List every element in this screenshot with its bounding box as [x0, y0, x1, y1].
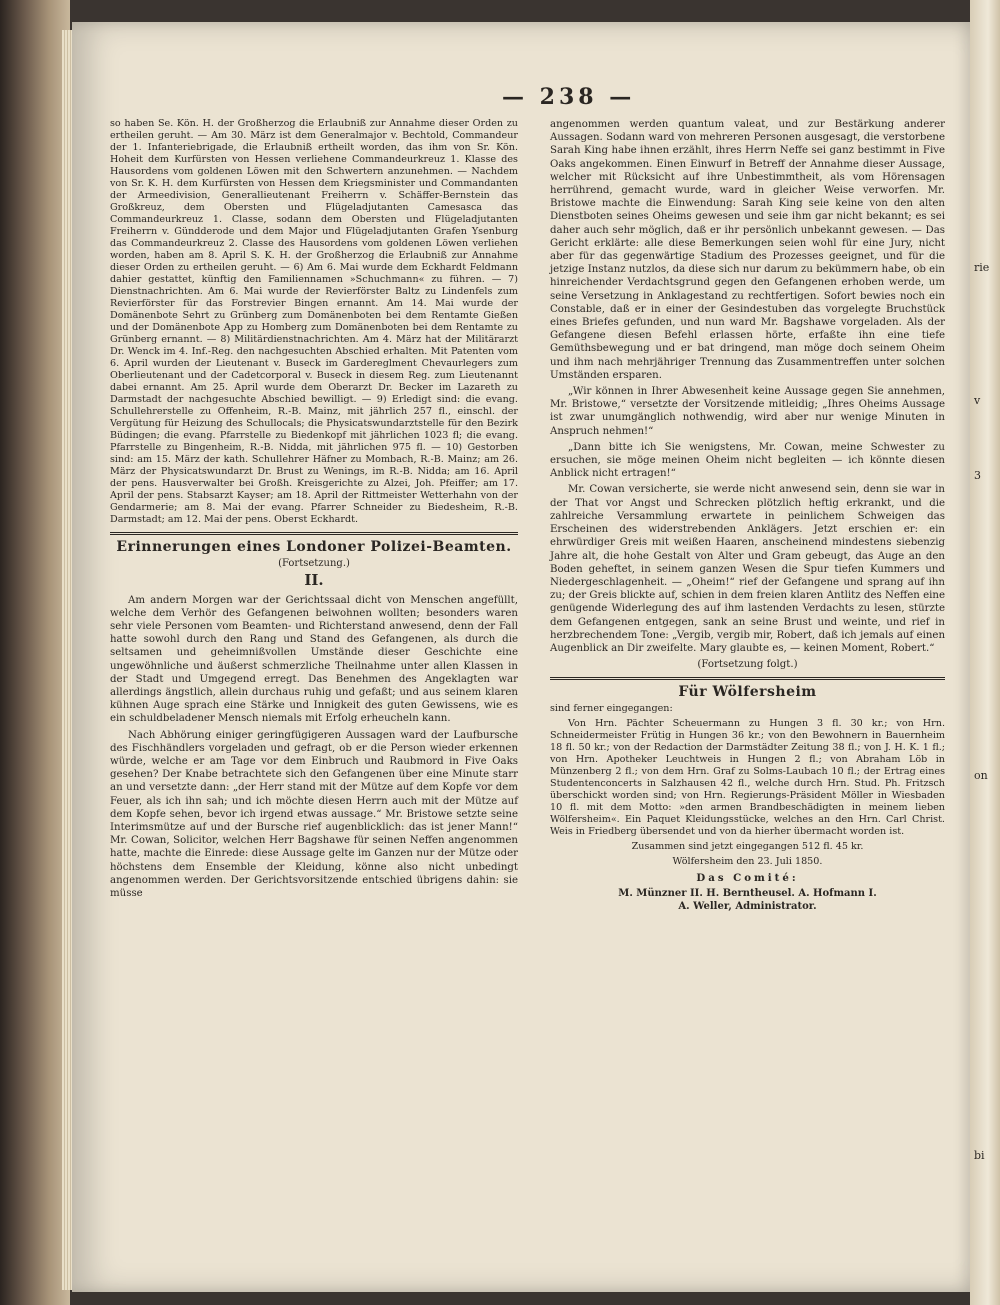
right-column: [550, 118, 945, 913]
comite-names-1: M. Münzner II. H. Berntheusel. A. Hofmann I.: [618, 887, 877, 899]
adjacent-page-edge: [970, 0, 1000, 1305]
appeal-date: Wölfersheim den 23. Juli 1850.: [672, 855, 823, 867]
story-paragraph-5: „Dann bitte ich Sie wenigstens, Mr. Cowan, meine Schwester zu ersuchen, sie möge meinen Oheim nicht begleiten — ich könnte diesen Anblick nicht ertragen!“: [550, 441, 945, 480]
adjacent-text: rie: [974, 261, 990, 274]
story-paragraph-2: Nach Abhörung einiger geringfügigeren Aussagen ward der Laufbursche des Fischhändlers vorgeladen und gefragt, ob er die Person wieder erkennen würde, welche er am Tage vor dem Einbruch und Raubmord in Five Oaks gesehen? Der Knabe betrachtete sich den Gefangenen über eine Minute starr an und versetzte dann: „der Herr stand mit der Mütze auf dem Kopfe vor dem Feuer, als ich ihn sah; und ich möchte diesen Herrn auch mit der Mütze auf dem Kopfe sehen, bevor ich irgend etwas aussage.“ Mr. Bristowe setzte seine Interimsmütze auf und der Bursche rief augenblicklich: das ist jener Mann!“ Mr. Cowan, Solicitor, welchen Herr Bagshawe für seinen Neffen angenommen hatte, machte die Einrede: diese Aussage gelte im Ganzen nur der Mütze oder höchstens dem Ensemble der Kleidung, könne also nicht unbedingt angenommen werden. Der Gerichtsvorsitzende entschied übrigens dahin: sie müsse: [110, 729, 518, 900]
story-paragraph-6: Mr. Cowan versicherte, sie werde nicht anwesend sein, denn sie war in der That vor Angst und Schrecken plötzlich heftig erkrankt, und die zahlreiche Versammlung erwartete in peinlichem Schweigen das Erscheinen des widerstrebenden Anklägers. Jetzt erschien er: ein ehrwürdiger Greis mit weißen Haaren, anscheinend mindestens siebenzig Jahre alt, die hohe Gestalt von Alter und Gram gebeugt, das Auge an den Boden geheftet, in seinem ganzen Wesen die Spur tiefen Kummers und Niedergeschlagenheit. — „Oheim!“ rief der Gefangene und sprang auf ihn zu; der Greis blickte auf, schien in dem freien klaren Antlitz des Neffen eine genügende Widerlegung des auf ihm lastenden Verdachts zu lesen, stürzte dem Gefangenen entgegen, sank an seine Brust und weinte, und rief in herzbrechendem Tone: „Vergib, vergib mir, Robert, daß ich jemals auf einen Augenblick an Dir zweifelte. Mary glaubte es, — keinen Moment, Robert.“: [550, 484, 945, 654]
adjacent-text: v: [974, 394, 981, 407]
story-title: Erinnerungen eines Londoner Polizei-Beamten.: [116, 539, 512, 555]
page-number: — 238 —: [502, 84, 636, 110]
chapter-number: II.: [304, 571, 324, 590]
continuation-note: (Fortsetzung.): [278, 558, 350, 570]
appeal-body: Von Hrn. Pächter Scheuermann zu Hungen 3 fl. 30 kr.; von Hrn. Schneidermeister Frütig in Hungen 36 kr.; von den Bewohnern in Bauernheim 18 fl. 50 kr.; von der Redaction der Darmstädter Zeitung 38 fl.; von J. H. K. 1 fl.; von Hrn. Apotheker Leuchtweis in Hungen 2 fl.; von Abraham Löb in Münzenberg 2 fl.; von dem Hrn. Graf zu Solms-Laubach 10 fl.; der Ertrag eines Studentenconcerts in Salzhausen 42 fl., welche durch Hrn. Stud. Ph. Fritzsch überschickt worden sind; von Hrn. Regierungs-Präsident Möller in Wiesbaden 10 fl. mit dem Motto: »den armen Brandbeschädigten in meinem lieben Wölfersheim«. Ein Paquet Kleidungsstücke, welches an den Hrn. Carl Christ. Weis in Friedberg übersendet und von da hierher übermacht worden ist.: [550, 717, 945, 837]
adjacent-text: on: [974, 769, 988, 782]
appeal-intro: sind ferner eingegangen:: [550, 702, 673, 714]
story-paragraph-1: Am andern Morgen war der Gerichtssaal dicht von Menschen angefüllt, welche dem Verhör des Gefangenen beiwohnen wollten; besonders waren sehr viele Personen vom Beamten- und Richterstand anwesend, denn der Fall hatte sowohl durch den Rang und Stand des Gefangenen, als durch die seltsamen und geheimnißvollen Umstände dieser Geschichte eine ungewöhnliche und äußerst schmerzliche Theilnahme unter allen Klassen in der Stadt und Umgegend erregt. Das Benehmen des Angeklagten war allerdings ängstlich, allein durchaus ruhig und gefaßt; und aus seinem klaren kühnen Auge sprach eine Stärke und Innigkeit des guten Gewissens, wie es ein schuldbeladener Mensch niemals mit Erfolg erheucheln kann.: [110, 594, 518, 725]
appeal-total: Zusammen sind jetzt eingegangen 512 fl. 45 kr.: [631, 840, 864, 852]
continued-note: (Fortsetzung folgt.): [697, 659, 798, 671]
story-paragraph-4: „Wir können in Ihrer Abwesenheit keine Aussage gegen Sie annehmen, Mr. Bristowe,“ versetzte der Vorsitzende mitleidig; „Ihres Oheims Aussage ist zwar unumgänglich nothwendig, wird aber nur wenige Minuten in Anspruch nehmen!“: [550, 386, 945, 437]
adjacent-text: bi: [974, 1149, 985, 1162]
news-paragraph: so haben Se. Kön. H. der Großherzog die Erlaubniß zur Annahme dieser Orden zu ertheilen geruht. — Am 30. März ist dem Generalmajor v. Bechtold, Commandeur der 1. Infanteriebrigade, die Erlaubniß ertheilt worden, das ihm von Sr. Kön. Hoheit dem Kurfürsten von Hessen verliehene Commandeurkreuz 1. Klasse des Hausordens vom goldenen Löwen mit den Schwertern anzunehmen. — Nachdem von Sr. K. H. dem Kurfürsten von Hessen dem Kriegsminister und Commandanten der Armeedivision, Generallieutenant Freiherrn v. Schäffer-Bernstein das Großkreuz, dem Obersten und Flügeladjutanten Camesasca das Commandeurkreuz 1. Classe, sodann dem Obersten und Flügeladjutanten Freiherrn v. Gündderode und dem Major und Flügeladjutanten Grafen Ysenburg das Commandeurkreuz 2. Classe des Hausordens vom goldenen Löwen verliehen worden, haben am 8. April S. K. H. der Großherzog die Erlaubniß zur Annahme dieser Orden zu ertheilen geruht. — 6) Am 6. Mai wurde dem Eckhardt Feldmann dahier gestattet, künftig den Familiennamen »Schuchmann« zu führen. — 7) Dienstnachrichten. Am 6. Mai wurde der Revierförster Baltz zu Lindenfels zum Revierförster für das Forstrevier Bingen ernannt. Am 14. Mai wurde der Domänenbote Sehrt zu Grünberg zum Domänenboten bei dem Rentamte Gießen und der Domänenbote App zu Homberg zum Domänenboten bei dem Rentamte zu Grünberg ernannt. — 8) Militärdienstnachrichten. Am 4. März hat der Militärarzt Dr. Wenck im 4. Inf.-Reg. den nachgesuchten Abschied erhalten. Mit Patenten vom 6. April wurden der Lieutenant v. Buseck im Gardereglment Chevaurlegers zum Oberlieutenant und der Cadetcorporal v. Buseck in diesem Reg. zum Lieutenannt dabei ernannt. Am 25. April wurde dem Oberarzt Dr. Becker im Lazareth zu Darmstadt der nachgesuchte Abschied bewilligt. — 9) Erledigt sind: die evang. Schullehrerstelle zu Offenheim, R.-B. Mainz, mit jährlich 257 fl., einschl. der Vergütung für Heizung des Schullocals; die Physicatswundarztstelle für den Bezirk Büdingen; die evang. Pfarrstelle zu Biedenkopf mit jährlichen 1023 fl; die evang. Pfarrstelle zu Bingenheim, R.-B. Nidda, mit jährlichen 975 fl. — 10) Gestorben sind: am 15. März der kath. Schullehrer Häfner zu Mombach, R.-B. Mainz; am 26. März der Physicatswundarzt Dr. Brust zu Wenings, im R.-B. Nidda; am 16. April der pens. Hausverwalter bei Großh. Kreisgerichte zu Alzei, Joh. Pfeiffer; am 17. April der pens. Stabsarzt Kayser; am 18. April der Rittmeister Wetterhahn von der Gendarmerie; am 8. Mai der evang. Pfarrer Schneider zu Biedesheim, R.-B. Darmstadt; am 12. Mai der pens. Oberst Eckhardt.: [110, 118, 518, 525]
book-page: [72, 22, 970, 1292]
comite-title: Das Comité:: [696, 871, 799, 884]
adjacent-text: 3: [974, 469, 981, 482]
appeal-divider: [550, 677, 945, 680]
story-paragraph-3: angenommen werden quantum valeat, und zur Bestärkung anderer Aussagen. Sodann ward von mehreren Personen ausgesagt, die verstorbene Sarah King habe ihnen erzählt, ihres Herrn Neffe sei ganz bestimmt in Five Oaks angekommen. Einen Einwurf in Betreff der Annahme dieser Aussage, welcher mit Rücksicht auf ihre Unbestimmtheit, als vom Hörensagen herrührend, gemacht wurde, ward in gleicher Weise verworfen. Mr. Bristowe machte die Einwendung: Sarah King seie keine von den alten Dienstboten seines Oheims gewesen und seie ihm gar nicht bekannt; es sei daher auch sehr möglich, daß er ihr persönlich unbekannt gewesen. — Das Gericht erklärte: alle diese Bemerkungen seien wohl für eine Jury, nicht aber für das gegenwärtige Stadium des Prozesses geeignet, und für die jetzige Instanz nutzlos, da diese sich nur darum zu bekümmern habe, ob ein hinreichender Verdachtsgrund gegen den Gefangenen erhoben werde, um seine Versetzung in Anklagestand zu rechtfertigen. Sofort bewies noch ein Constable, daß er in einer der Gesindestuben das vorgelegte Bruchstück eines Briefes gefunden, und nun ward Mr. Bagshawe vorgeladen. Als der Gefangene diesen Befehl erlassen hörte, erfaßte ihn eine tiefe Gemüthsbewegung und er bat dringend, man möge doch seinem Oheim und ihm nach mehrjähriger Trennung das Zusammentreffen unter solchen Umständen ersparen.: [550, 119, 945, 381]
book-binding: [0, 0, 70, 1305]
left-column: [110, 118, 518, 903]
comite-names-2: A. Weller, Administrator.: [678, 900, 817, 912]
section-divider: [110, 532, 518, 535]
appeal-title: Für Wölfersheim: [678, 684, 817, 701]
